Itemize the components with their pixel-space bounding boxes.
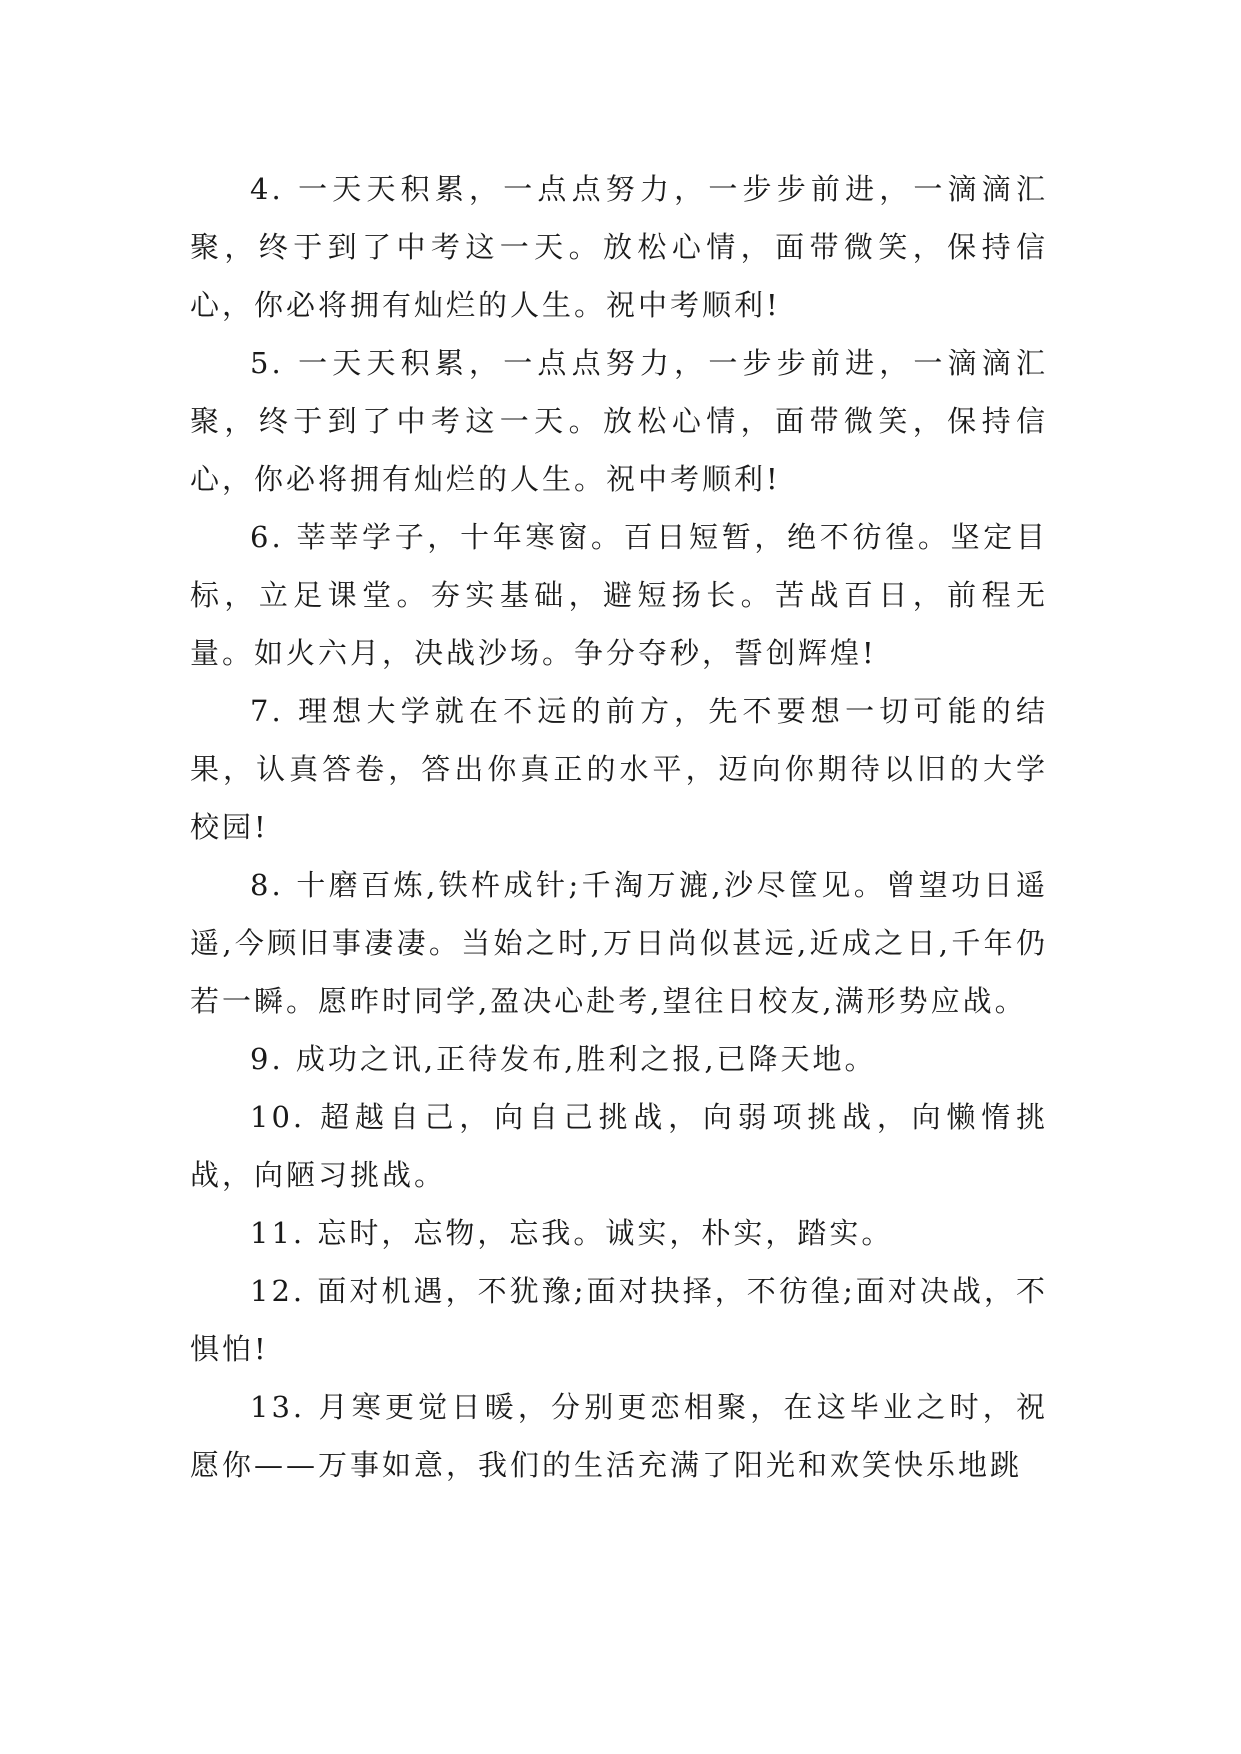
paragraph-11: 11. 忘时，忘物，忘我。诚实，朴实，踏实。 — [250, 1216, 894, 1250]
paragraph-12: 12. 面对机遇，不犹豫;面对抉择，不彷徨;面对决战，不惧怕! — [190, 1274, 1048, 1366]
paragraph-4: 4. 一天天积累，一点点努力，一步步前进，一滴滴汇聚，终于到了中考这一天。放松心情，面带微笑，保持信心，你必将拥有灿烂的人生。祝中考顺利! — [190, 172, 1048, 322]
document-body — [190, 160, 1048, 1494]
paragraph-5: 5. 一天天积累，一点点努力，一步步前进，一滴滴汇聚，终于到了中考这一天。放松心情，面带微笑，保持信心，你必将拥有灿烂的人生。祝中考顺利! — [190, 346, 1048, 496]
paragraph-10: 10. 超越自己，向自己挑战，向弱项挑战，向懒惰挑战，向陋习挑战。 — [190, 1100, 1048, 1192]
paragraph-9: 9. 成功之讯,正待发布,胜利之报,已降天地。 — [250, 1042, 877, 1076]
paragraph-13: 13. 月寒更觉日暖，分别更恋相聚，在这毕业之时，祝愿你——万事如意，我们的生活充满了阳光和欢笑快乐地跳 — [190, 1390, 1048, 1482]
paragraph-8: 8. 十磨百炼,铁杵成针;千淘万漉,沙尽筐见。曾望功日遥遥,今顾旧事凄凄。当始之时,万日尚似甚远,近成之日,千年仍若一瞬。愿昨时同学,盈决心赴考,望往日校友,满形势应战。 — [190, 868, 1048, 1018]
paragraph-6: 6. 莘莘学子，十年寒窗。百日短暂，绝不彷徨。坚定目标，立足课堂。夯实基础，避短扬长。苦战百日，前程无量。如火六月，决战沙场。争分夺秒，誓创辉煌! — [190, 520, 1048, 670]
paragraph-7: 7. 理想大学就在不远的前方，先不要想一切可能的结果，认真答卷，答出你真正的水平，迈向你期待以旧的大学校园! — [190, 694, 1048, 844]
